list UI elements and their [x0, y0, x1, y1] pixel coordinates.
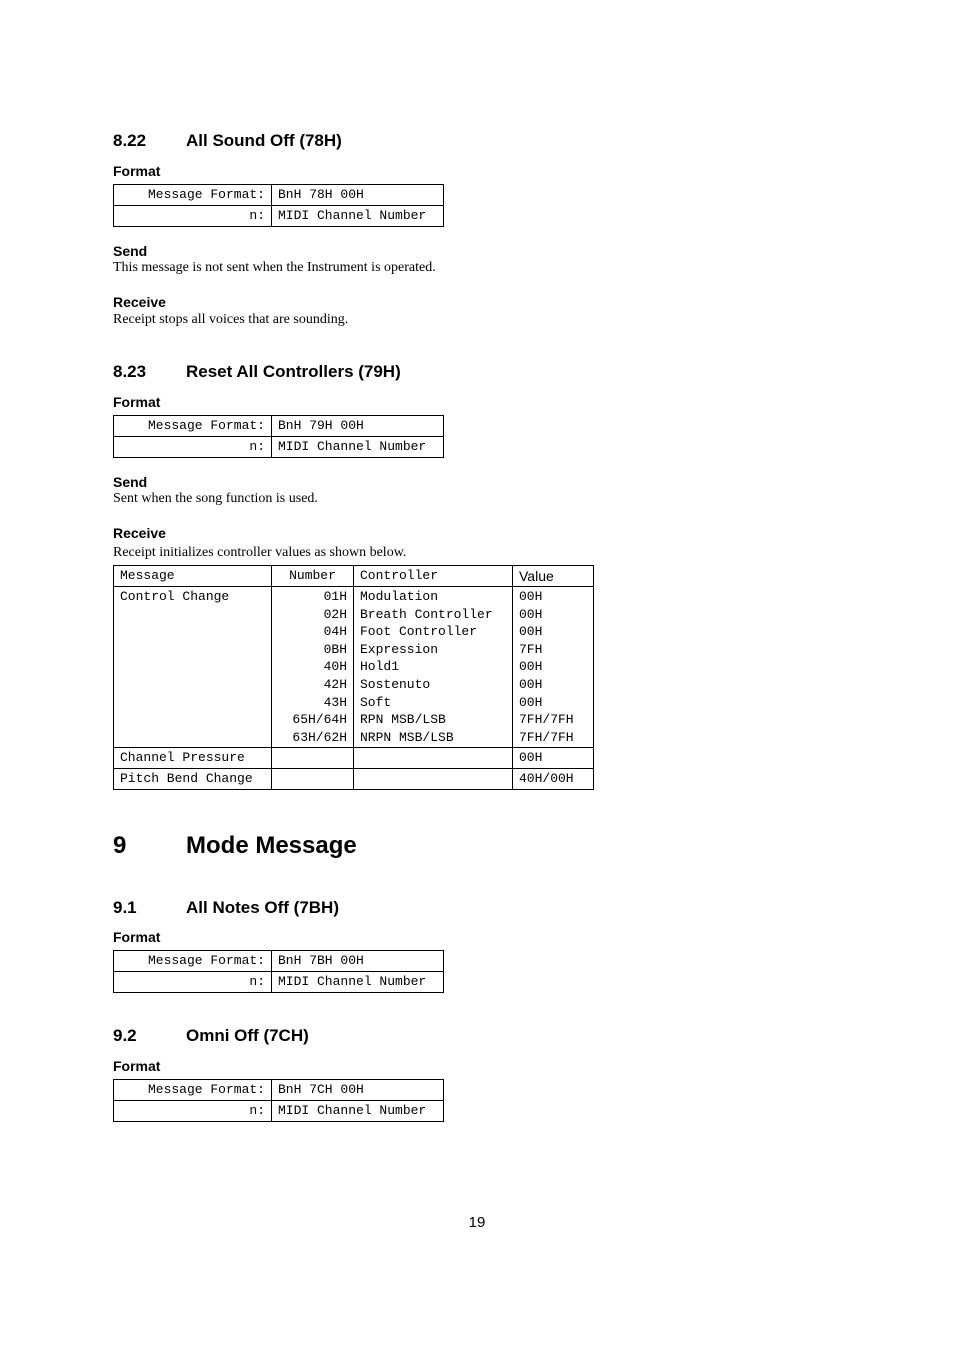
format-key: Message Format:	[114, 416, 272, 437]
send-text: Sent when the song function is used.	[113, 491, 318, 506]
format-table-9-1	[113, 950, 444, 993]
format-value: BnH 78H 00H	[272, 185, 444, 206]
value-entry: 7FH/7FH	[519, 729, 574, 745]
chapter-title: Mode Message	[186, 832, 357, 859]
receive-text: Receipt initializes controller values as shown below.	[113, 545, 407, 560]
controller-entry: RPN MSB/LSB	[360, 712, 446, 728]
chapter-heading-9	[113, 832, 357, 860]
table-row	[114, 1101, 444, 1122]
receive-text: Receipt stops all voices that are sounding.	[113, 312, 349, 327]
controller-entry: Modulation	[360, 589, 439, 604]
controller-entry: Hold1	[360, 659, 400, 675]
table-row	[114, 206, 444, 227]
number-entry: 43H	[323, 694, 347, 710]
format-label: Format	[113, 163, 161, 179]
message-cell: Control Change	[114, 587, 272, 748]
controller-entry: Foot Controller	[360, 624, 478, 640]
value-entry: 00H	[519, 694, 543, 710]
number-entry: 01H	[323, 589, 347, 604]
table-header-row	[114, 566, 594, 587]
table-row	[114, 437, 444, 458]
chapter-number: 9	[113, 832, 127, 859]
section-title: All Sound Off (78H)	[186, 131, 342, 150]
table-row	[114, 972, 444, 993]
format-value: MIDI Channel Number	[272, 206, 444, 227]
send-text: This message is not sent when the Instrument is operated.	[113, 260, 436, 275]
table-row	[114, 416, 444, 437]
value-entry: 00H	[519, 624, 543, 640]
format-key: Message Format:	[114, 185, 272, 206]
number-entry: 40H	[323, 659, 347, 675]
value-entry: 7FH	[519, 641, 543, 657]
controller-reset-table	[113, 565, 594, 790]
number-entry: 65H/64H	[292, 712, 347, 728]
section-heading-9-1	[113, 898, 339, 918]
section-number: 9.1	[113, 898, 137, 917]
value-cell: 00H	[513, 748, 594, 769]
section-number: 9.2	[113, 1026, 137, 1045]
format-value: MIDI Channel Number	[272, 437, 444, 458]
controller-entry: Sostenuto	[360, 676, 431, 692]
table-row	[114, 1080, 444, 1101]
format-key: n:	[114, 1101, 272, 1122]
number-entry: 04H	[323, 624, 347, 640]
table-row	[114, 185, 444, 206]
message-cell: Channel Pressure	[114, 748, 272, 769]
format-table-9-2	[113, 1079, 444, 1122]
section-title: Omni Off (7CH)	[186, 1026, 309, 1045]
column-header-number: Number	[272, 566, 354, 587]
format-value: MIDI Channel Number	[272, 972, 444, 993]
section-heading-9-2	[113, 1026, 309, 1046]
value-entry: 00H	[519, 676, 543, 692]
format-value: BnH 7BH 00H	[272, 951, 444, 972]
format-key: n:	[114, 972, 272, 993]
column-header-message: Message	[114, 566, 272, 587]
table-row	[114, 951, 444, 972]
format-value: BnH 7CH 00H	[272, 1080, 444, 1101]
value-entry: 00H	[519, 606, 543, 622]
number-entry: 0BH	[323, 641, 347, 657]
controller-entry: NRPN MSB/LSB	[360, 729, 454, 745]
value-cell: 40H/00H	[513, 769, 594, 790]
value-entry: 7FH/7FH	[519, 712, 574, 728]
format-key: n:	[114, 206, 272, 227]
format-key: Message Format:	[114, 951, 272, 972]
number-entry: 42H	[323, 676, 347, 692]
controller-cell	[354, 748, 513, 769]
format-key: n:	[114, 437, 272, 458]
send-label: Send	[113, 243, 148, 259]
controller-entry: Expression	[360, 641, 439, 657]
value-entry: 00H	[519, 589, 543, 604]
message-cell: Pitch Bend Change	[114, 769, 272, 790]
value-cell	[513, 587, 594, 748]
controller-entry: Soft	[360, 694, 392, 710]
format-value: MIDI Channel Number	[272, 1101, 444, 1122]
section-title: All Notes Off (7BH)	[186, 898, 339, 917]
number-cell	[272, 748, 354, 769]
number-entry: 02H	[323, 606, 347, 622]
receive-label: Receive	[113, 294, 166, 310]
column-header-value: Value	[513, 566, 594, 587]
value-entry: 00H	[519, 659, 543, 675]
number-list	[278, 588, 347, 746]
controller-entry: Breath Controller	[360, 606, 493, 622]
format-value: BnH 79H 00H	[272, 416, 444, 437]
format-key: Message Format:	[114, 1080, 272, 1101]
section-title: Reset All Controllers (79H)	[186, 362, 401, 381]
table-row	[114, 748, 594, 769]
section-number: 8.22	[113, 131, 147, 150]
format-label: Format	[113, 394, 161, 410]
controller-cell	[354, 769, 513, 790]
number-entry: 63H/62H	[292, 729, 347, 745]
format-label: Format	[113, 929, 161, 945]
controller-list	[360, 588, 506, 746]
format-label: Format	[113, 1058, 161, 1074]
number-cell	[272, 587, 354, 748]
format-table-8-22	[113, 184, 444, 227]
number-cell	[272, 769, 354, 790]
table-row	[114, 769, 594, 790]
section-heading-8-23	[113, 362, 401, 382]
section-number: 8.23	[113, 362, 147, 381]
send-label: Send	[113, 474, 148, 490]
controller-cell	[354, 587, 513, 748]
section-heading-8-22	[113, 131, 342, 151]
value-list	[519, 588, 587, 746]
table-row	[114, 587, 594, 748]
column-header-controller: Controller	[354, 566, 513, 587]
receive-label: Receive	[113, 525, 166, 541]
page-number: 19	[468, 1214, 486, 1231]
format-table-8-23	[113, 415, 444, 458]
